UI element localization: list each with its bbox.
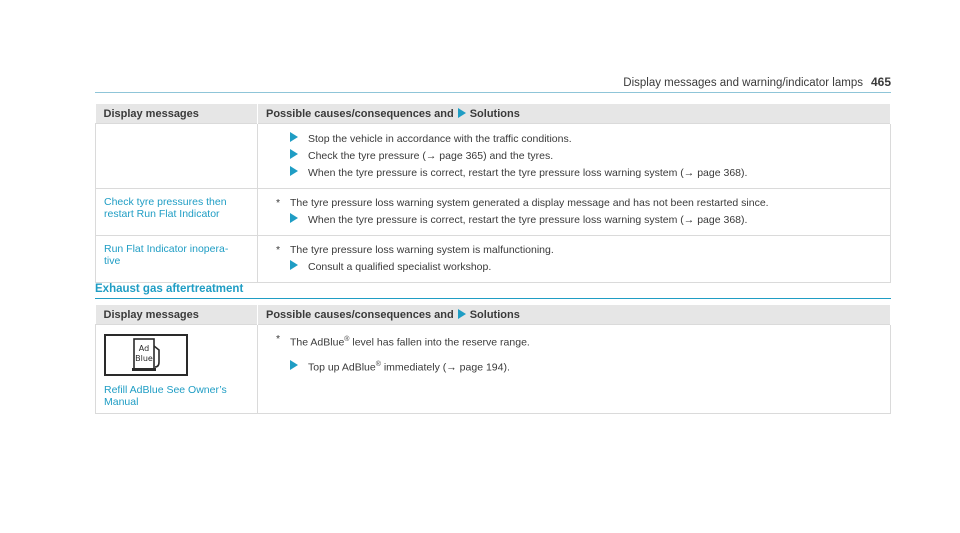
table-row: [96, 189, 891, 236]
cause-line: [276, 197, 882, 210]
solution-step-text: [308, 358, 510, 375]
solution-step: [290, 149, 882, 163]
asterisk-icon: *: [276, 197, 281, 209]
registered-mark: ®: [344, 336, 350, 343]
cause-text: The tyre pressure loss warning system generated a display message and has not been restarted since.: [290, 197, 769, 209]
col-header-solutions-label: Solutions: [469, 308, 520, 321]
col-header-display-messages: Display messages: [96, 104, 258, 124]
display-messages-table-adblue: [95, 305, 891, 414]
triangle-right-icon: [458, 108, 466, 118]
solution-step-text: When the tyre pressure is correct, restart the tyre pressure loss warning system (→ page 368).: [308, 214, 748, 226]
header-title: Display messages and warning/indicator lamps: [623, 77, 863, 89]
table-row: [96, 325, 891, 414]
col-header-solutions-label: Solutions: [469, 107, 520, 120]
triangle-right-icon: [458, 309, 466, 319]
asterisk-icon: *: [276, 244, 281, 256]
table-header-row: [96, 104, 891, 124]
display-message-text: Run Flat Indicator inopera-: [104, 243, 229, 255]
solution-cell: [258, 236, 891, 283]
triangle-right-icon: [290, 166, 298, 176]
solution-step: [290, 213, 882, 227]
triangle-right-icon: [290, 260, 298, 270]
solution-step-text: Stop the vehicle in accordance with the traffic conditions.: [308, 133, 572, 145]
triangle-right-icon: [290, 213, 298, 223]
message-cell: [96, 189, 258, 236]
solution-step-text: Check the tyre pressure (→ page 365) and the tyres.: [308, 150, 554, 162]
message-cell: [96, 236, 258, 283]
solution-cell: [258, 325, 891, 414]
adblue-tank-icon: [104, 334, 188, 376]
col-header-causes: [258, 305, 891, 325]
col-header-causes-label: Possible causes/consequences and: [266, 308, 454, 321]
display-message-text-cont: tive: [104, 255, 121, 267]
solution-step-text: When the tyre pressure is correct, restart the tyre pressure loss warning system (→ page 368).: [308, 167, 748, 179]
message-cell: [96, 325, 258, 414]
adblue-icon-text-ad: Ad: [138, 344, 150, 353]
cause-text: [290, 333, 530, 350]
cause-line: [276, 244, 882, 257]
page-header: [95, 72, 891, 93]
section-title: Exhaust gas aftertreatment: [95, 283, 891, 299]
solution-step-text-a: Top up AdBlue: [308, 361, 376, 373]
display-message-text: Check tyre pressures then restart Run Flat Indicator: [104, 196, 227, 220]
message-cell-empty: [96, 124, 258, 189]
solution-cell: [258, 124, 891, 189]
table-row: [96, 124, 891, 189]
solution-step: [290, 260, 882, 274]
cause-line: [276, 333, 882, 350]
display-messages-table-tyres: [95, 104, 891, 283]
col-header-causes: [258, 104, 891, 124]
table-header-row: [96, 305, 891, 325]
solution-step: [290, 166, 882, 180]
col-header-causes-label: Possible causes/consequences and: [266, 107, 454, 120]
solution-step: [290, 132, 882, 146]
cause-text-b: level has fallen into the reserve range.: [349, 336, 530, 349]
triangle-right-icon: [290, 132, 298, 142]
solution-step-text: Consult a qualified specialist workshop.: [308, 261, 492, 273]
col-header-display-messages: Display messages: [96, 305, 258, 325]
adblue-icon-text-blue: Blue: [135, 354, 153, 363]
display-message-text: Refill AdBlue See Owner’s Manual: [104, 384, 227, 408]
asterisk-icon: *: [276, 333, 281, 345]
solution-cell: [258, 189, 891, 236]
page-number: 465: [870, 75, 891, 89]
triangle-right-icon: [290, 149, 298, 159]
registered-mark: ®: [375, 360, 381, 368]
cause-text-a: The AdBlue: [290, 336, 345, 349]
solution-step-text-b: immediately (→ page 194).: [380, 361, 510, 373]
solution-step: [290, 358, 882, 375]
table-row: [96, 236, 891, 283]
triangle-right-icon: [290, 360, 298, 370]
cause-text: The tyre pressure loss warning system is malfunctioning.: [290, 244, 554, 256]
